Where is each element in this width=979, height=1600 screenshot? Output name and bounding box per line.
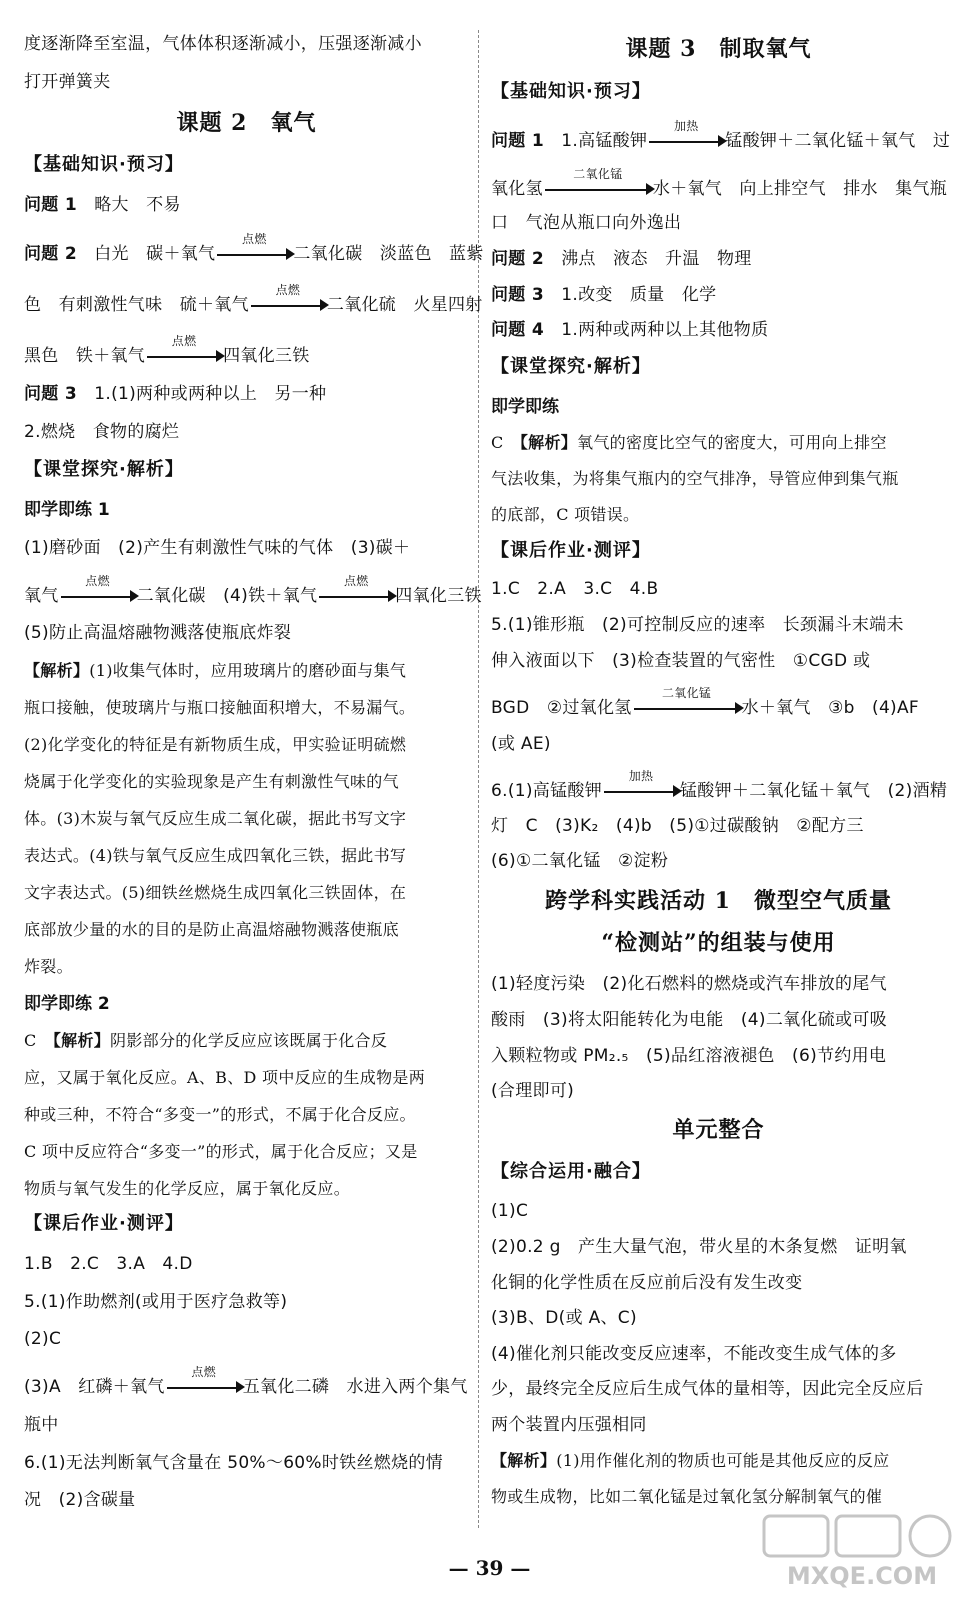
text-line: 两个装置内压强相同 [491, 1415, 647, 1435]
arrow-icon [216, 350, 225, 362]
explanation-line: 底部放少量的水的目的是防止高温熔融物溅落使瓶底 [24, 920, 399, 939]
arrow-icon [735, 702, 744, 714]
reaction-condition: 加热 [628, 769, 654, 783]
text-line: 灯 C (3)K₂ (4)b (5)①过碳酸钠 ②配方三 [491, 816, 864, 836]
text-line: (3)B、D(或 A、C) [491, 1308, 637, 1328]
explanation-line: 气法收集，为将集气瓶内的空气排净，导管应伸到集气瓶 [491, 469, 899, 488]
r-question-1-line-1: 问题 1 1.高锰酸钾 加热 锰酸钾＋二氧化锰＋氧气 过 [491, 119, 951, 151]
reaction-arrow [317, 574, 395, 607]
explanation-line: C 【解析】氧气的密度比空气的密度大，可用向上排空 [491, 433, 887, 452]
text-line: (或 AE) [491, 734, 551, 754]
reaction-condition: 点燃 [242, 232, 267, 246]
reaction-arrow [647, 119, 725, 152]
question-2-line-3 [24, 334, 469, 367]
arrow-icon [130, 590, 139, 602]
explanation-line: 种或三种，不符合“多变一”的形式，不属于化合反应。 [24, 1105, 416, 1124]
section-header-homework: 【课后作业·测评】 [491, 540, 651, 561]
r-question-3: 问题 3 1.改变 质量 化学 [491, 285, 717, 305]
text-line: 5.(1)作助燃剂(或用于医疗急救等) [24, 1292, 288, 1312]
answer-text: 1.(1)两种或两种以上 另一种 [76, 384, 327, 404]
analysis-tag: 【解析】 [24, 661, 90, 680]
explanation-line: 烧属于化学变化的实验现象是产生有刺激性气味的气 [24, 772, 399, 791]
explanation-line: (2)化学变化的特征是有新物质生成，甲实验证明硫燃 [24, 735, 407, 754]
arrow-icon [388, 590, 397, 602]
arrow-icon [320, 299, 329, 311]
question-label: 问题 2 [491, 249, 544, 269]
answer-text: 四氧化三铁 [223, 346, 310, 366]
arrow-icon [236, 1381, 245, 1393]
text-line: (合理即可) [491, 1081, 575, 1101]
arrow-icon [646, 183, 655, 195]
section-title-oxygen: 课题 2 氧气 [176, 110, 317, 136]
question-label: 问题 3 [24, 384, 77, 404]
question-label: 问题 1 [491, 131, 544, 151]
reaction-arrow [602, 769, 680, 802]
section-header-comprehensive: 【综合运用·融合】 [491, 1161, 651, 1182]
reaction-condition: 二氧化锰 [573, 167, 623, 181]
explanation-line: C 【解析】阴影部分的化学反应应该既属于化合反 [24, 1031, 388, 1050]
reaction-arrow [215, 232, 293, 265]
activity-title-line-1: 跨学科实践活动 1 微型空气质量 [545, 888, 892, 914]
practice-1-heading: 即学即练 1 [24, 500, 110, 520]
text-line: 况 (2)含碳量 [24, 1490, 136, 1510]
text-line: (1)轻度污染 (2)化石燃料的燃烧或汽车排放的尾气 [491, 974, 887, 994]
answer-text: 白光 碳＋氧气 [76, 244, 216, 264]
text-line: 度逐渐降至室温，气体体积逐渐减小，压强逐渐减小 [24, 34, 422, 54]
homework-5-3: (3)A 红磷＋氧气 点燃 五氧化二磷 水进入两个集气 [24, 1365, 468, 1397]
explanation-line: 瓶口接触，使玻璃片与瓶口接触面积增大，不易漏气。 [24, 698, 416, 717]
text-line: (6)①二氧化锰 ②淀粉 [491, 851, 669, 871]
text-line: 2.燃烧 食物的腐烂 [24, 422, 180, 442]
question-2-line-2 [24, 283, 483, 316]
text-line: 口 气泡从瓶口向外逸出 [491, 213, 682, 233]
r-question-2: 问题 2 沸点 液态 升温 物理 [491, 249, 752, 269]
reaction-arrow [165, 1365, 243, 1398]
reaction-condition: 加热 [673, 119, 699, 133]
reaction-arrow [543, 167, 653, 200]
watermark-text: MXQE.COM [786, 1562, 938, 1590]
answer-text: 略大 不易 [76, 195, 181, 215]
reaction-arrow [145, 334, 223, 367]
explanation-line: 表达式。(4)铁与氧气反应生成四氧化三铁，据此书写 [24, 846, 407, 865]
explanation-line: 炸裂。 [24, 957, 73, 976]
question-label: 问题 4 [491, 320, 544, 340]
practice-2-heading: 即学即练 2 [24, 994, 110, 1014]
section-header-basic: 【基础知识·预习】 [491, 81, 651, 102]
text-line: 少，最终完全反应后生成气体的量相等，因此完全反应后 [491, 1379, 924, 1399]
explanation-line: 的底部，C 项错误。 [491, 505, 640, 524]
question-label: 问题 1 [24, 195, 77, 215]
explanation-line: 文字表达式。(5)细铁丝燃烧生成四氧化三铁固体，在 [24, 883, 407, 902]
homework-6-line-1: 6.(1)高锰酸钾 加热 锰酸钾＋二氧化锰＋氧气 (2)酒精 [491, 769, 948, 801]
analysis-tag: 【解析】 [491, 1451, 557, 1470]
text-line: 1.C 2.A 3.C 4.B [491, 579, 659, 599]
answer-text: 二氧化碳 淡蓝色 蓝紫 [293, 244, 484, 264]
text-line: 入颗粒物或 PM₂.₅ (5)品红溶液褪色 (6)节约用电 [491, 1046, 887, 1066]
arrow-icon [718, 135, 727, 147]
text-line: (2)0.2 g 产生大量气泡，带火星的木条复燃 证明氧 [491, 1237, 907, 1257]
activity-title-line-2: “检测站”的组装与使用 [601, 930, 836, 956]
text-line: (1)磨砂面 (2)产生有刺激性气味的气体 (3)碳＋ [24, 538, 411, 558]
text-line: (2)C [24, 1329, 62, 1349]
text-line: 5.(1)锥形瓶 (2)可控制反应的速率 长颈漏斗末端未 [491, 615, 904, 635]
explanation-line: 物质与氧气发生的化学反应，属于氧化反应。 [24, 1179, 351, 1198]
text-line: (1)C [491, 1201, 529, 1221]
reaction-condition: 二氧化锰 [661, 686, 712, 700]
reaction-arrow [249, 283, 327, 316]
answer-text: 色 有刺激性气味 硫＋氧气 [24, 295, 249, 315]
text-line: (4)催化剂只能改变反应速率，不能改变生成气体的多 [491, 1344, 897, 1364]
reaction-condition: 点燃 [275, 283, 301, 297]
text-line: 打开弹簧夹 [24, 72, 111, 92]
practice-heading: 即学即练 [491, 397, 559, 417]
explanation-line: 应，又属于氧化反应。A、B、D 项中反应的生成物是两 [24, 1068, 426, 1087]
explanation-line: 物或生成物，比如二氧化锰是过氧化氢分解制氧气的催 [491, 1487, 883, 1506]
explanation-line: 【解析】(1)收集气体时，应用玻璃片的磨砂面与集气 [24, 661, 407, 680]
explanation-line: C 项中反应符合“多变一”的形式，属于化合反应；又是 [24, 1142, 418, 1161]
section-header-class: 【课堂探究·解析】 [24, 459, 184, 480]
reaction-arrow [632, 686, 742, 719]
explanation-line: 体。(3)木炭与氧气反应生成二氧化碳，据此书写文字 [24, 809, 407, 828]
reaction-arrow [59, 574, 137, 607]
text-line: 酸雨 (3)将太阳能转化为电能 (4)二氧化硫或可吸 [491, 1010, 887, 1030]
section-header-basic: 【基础知识·预习】 [24, 154, 184, 175]
unit-summary-title: 单元整合 [672, 1117, 765, 1143]
reaction-condition: 点燃 [343, 574, 369, 588]
text-line: 伸入液面以下 (3)检查装置的气密性 ①CGD 或 [491, 651, 871, 671]
question-1 [24, 194, 469, 216]
watermark-logo [760, 1512, 965, 1590]
analysis-tag: 【解析】 [519, 433, 578, 452]
reaction-condition: 点燃 [191, 1365, 217, 1379]
text-line: 1.B 2.C 3.A 4.D [24, 1254, 193, 1274]
arrow-icon [673, 785, 682, 797]
text-line: 6.(1)无法判断氧气含量在 50%～60%时铁丝燃烧的情 [24, 1453, 443, 1473]
text-line: 瓶中 [24, 1415, 59, 1435]
text-line: 化铜的化学性质在反应前后没有发生改变 [491, 1273, 803, 1293]
question-2-line-1 [24, 232, 484, 265]
text-line: (5)防止高温熔融物溅落使瓶底炸裂 [24, 623, 292, 643]
r-question-1-line-2: 氧化氢 二氧化锰 水＋氧气 向上排空气 排水 集气瓶 [491, 167, 948, 199]
r-question-4: 问题 4 1.两种或两种以上其他物质 [491, 320, 769, 340]
answer-text: 黑色 铁＋氧气 [24, 346, 146, 366]
question-label: 问题 2 [24, 244, 77, 264]
practice-1-equations: 氧气 点燃 二氧化碳 (4)铁＋氧气 点燃 四氧化三铁 [24, 574, 482, 606]
section-header-class: 【课堂探究·解析】 [491, 356, 651, 377]
homework-5-line-3: BGD ②过氧化氢 二氧化锰 水＋氧气 ③b (4)AF [491, 686, 919, 718]
page-number: — 39 — [448, 1556, 531, 1580]
explanation-line: 【解析】(1)用作催化剂的物质也可能是其他反应的反应 [491, 1451, 890, 1470]
arrow-icon [286, 248, 295, 260]
reaction-condition: 点燃 [171, 334, 197, 348]
section-title-make-oxygen: 课题 3 制取氧气 [625, 36, 812, 62]
answer-text: 二氧化硫 火星四射 [326, 295, 483, 315]
question-3 [24, 383, 469, 405]
reaction-condition: 点燃 [85, 574, 110, 588]
analysis-tag: 【解析】 [52, 1031, 111, 1050]
section-header-homework: 【课后作业·测评】 [24, 1213, 184, 1234]
question-label: 问题 3 [491, 285, 544, 305]
